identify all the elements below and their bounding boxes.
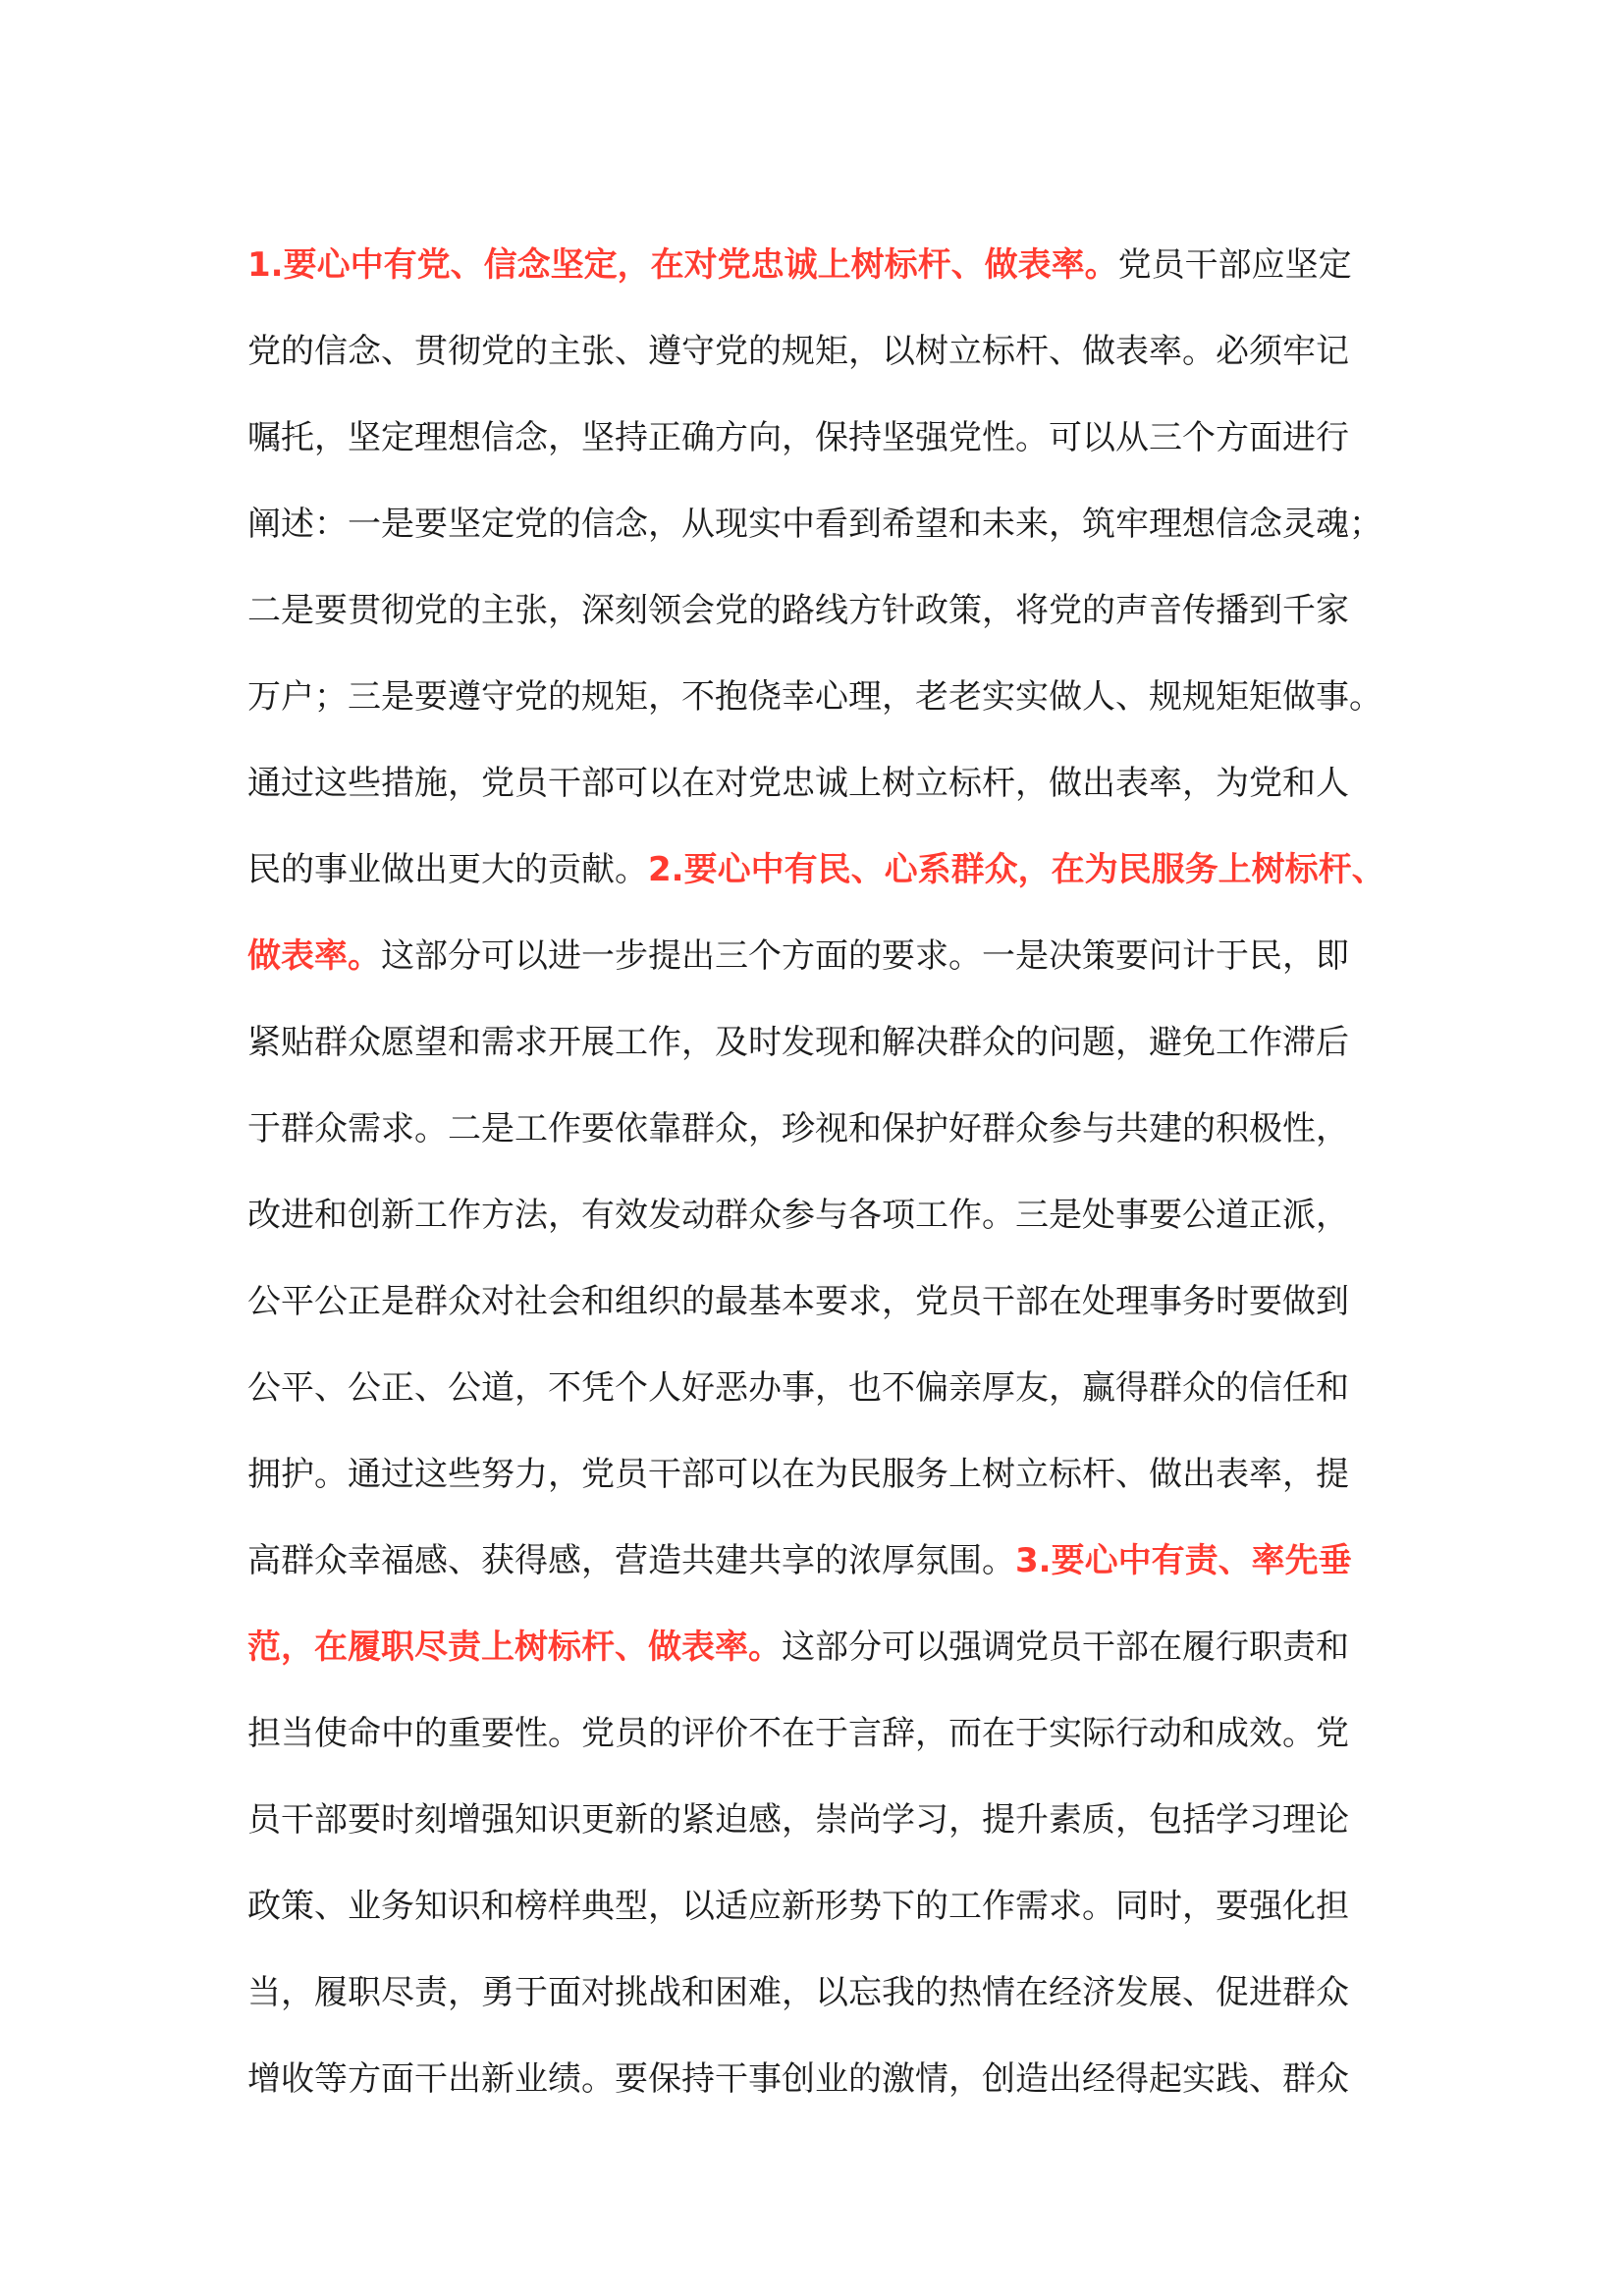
- text-line: 1.要心中有党、信念坚定，在对党忠诚上树标杆、做表率。党员干部应坚定: [247, 245, 1352, 285]
- text-line: 阐述：一是要坚定党的信念，从现实中看到希望和未来，筑牢理想信念灵魂；: [247, 505, 1382, 544]
- text-line: 二是要贯彻党的主张，深刻领会党的路线方针政策，将党的声音传播到千家: [247, 591, 1349, 630]
- document-body: [247, 222, 1406, 2122]
- text-line: 公平、公正、公道，不凭个人好恶办事，也不偏亲厚友，赢得群众的信任和: [247, 1368, 1349, 1408]
- text-line: 范，在履职尽责上树标杆、做表率。这部分可以强调党员干部在履行职责和: [247, 1628, 1349, 1667]
- text-line: 做表率。这部分可以进一步提出三个方面的要求。一是决策要问计于民，即: [247, 936, 1349, 976]
- heading-2-end: 做表率。: [247, 936, 381, 976]
- heading-3-end: 范，在履职尽责上树标杆、做表率。: [247, 1628, 782, 1667]
- text-line: 紧贴群众愿望和需求开展工作，及时发现和解决群众的问题，避免工作滞后: [247, 1023, 1349, 1062]
- heading-1: 1.要心中有党、信念坚定，在对党忠诚上树标杆、做表率。: [247, 245, 1118, 285]
- text-line: 员干部要时刻增强知识更新的紧迫感，崇尚学习，提升素质，包括学习理论: [247, 1800, 1349, 1840]
- text-line: 拥护。通过这些努力，党员干部可以在为民服务上树立标杆、做出表率，提: [247, 1455, 1349, 1494]
- text-line: 党的信念、贯彻党的主张、遵守党的规矩，以树立标杆、做表率。必须牢记: [247, 332, 1349, 371]
- text-line: 通过这些措施，党员干部可以在对党忠诚上树立标杆，做出表率，为党和人: [247, 764, 1349, 803]
- text-line: 嘱托，坚定理想信念，坚持正确方向，保持坚强党性。可以从三个方面进行: [247, 418, 1349, 457]
- text-line: 改进和创新工作方法，有效发动群众参与各项工作。三是处事要公道正派，: [247, 1196, 1349, 1235]
- text-line: 当，履职尽责，勇于面对挑战和困难，以忘我的热情在经济发展、促进群众: [247, 1973, 1349, 2012]
- heading-2: 2.要心中有民、心系群众，在为民服务上树标杆、: [648, 850, 1385, 889]
- text-line: 担当使命中的重要性。党员的评价不在于言辞，而在于实际行动和成效。党: [247, 1714, 1349, 1753]
- text-line: 政策、业务知识和榜样典型，以适应新形势下的工作需求。同时，要强化担: [247, 1887, 1349, 1926]
- text-line: 万户；三是要遵守党的规矩，不抱侥幸心理，老老实实做人、规规矩矩做事。: [247, 677, 1382, 717]
- text-line: 民的事业做出更大的贡献。2.要心中有民、心系群众，在为民服务上树标杆、: [247, 850, 1385, 889]
- text-line: 高群众幸福感、获得感，营造共建共享的浓厚氛围。3.要心中有责、率先垂: [247, 1541, 1352, 1580]
- heading-3: 3.要心中有责、率先垂: [1015, 1541, 1352, 1580]
- text-line: 公平公正是群众对社会和组织的最基本要求，党员干部在处理事务时要做到: [247, 1282, 1349, 1321]
- text-line: 增收等方面干出新业绩。要保持干事创业的激情，创造出经得起实践、群众: [247, 2059, 1349, 2099]
- text-line: 于群众需求。二是工作要依靠群众，珍视和保护好群众参与共建的积极性，: [247, 1109, 1349, 1148]
